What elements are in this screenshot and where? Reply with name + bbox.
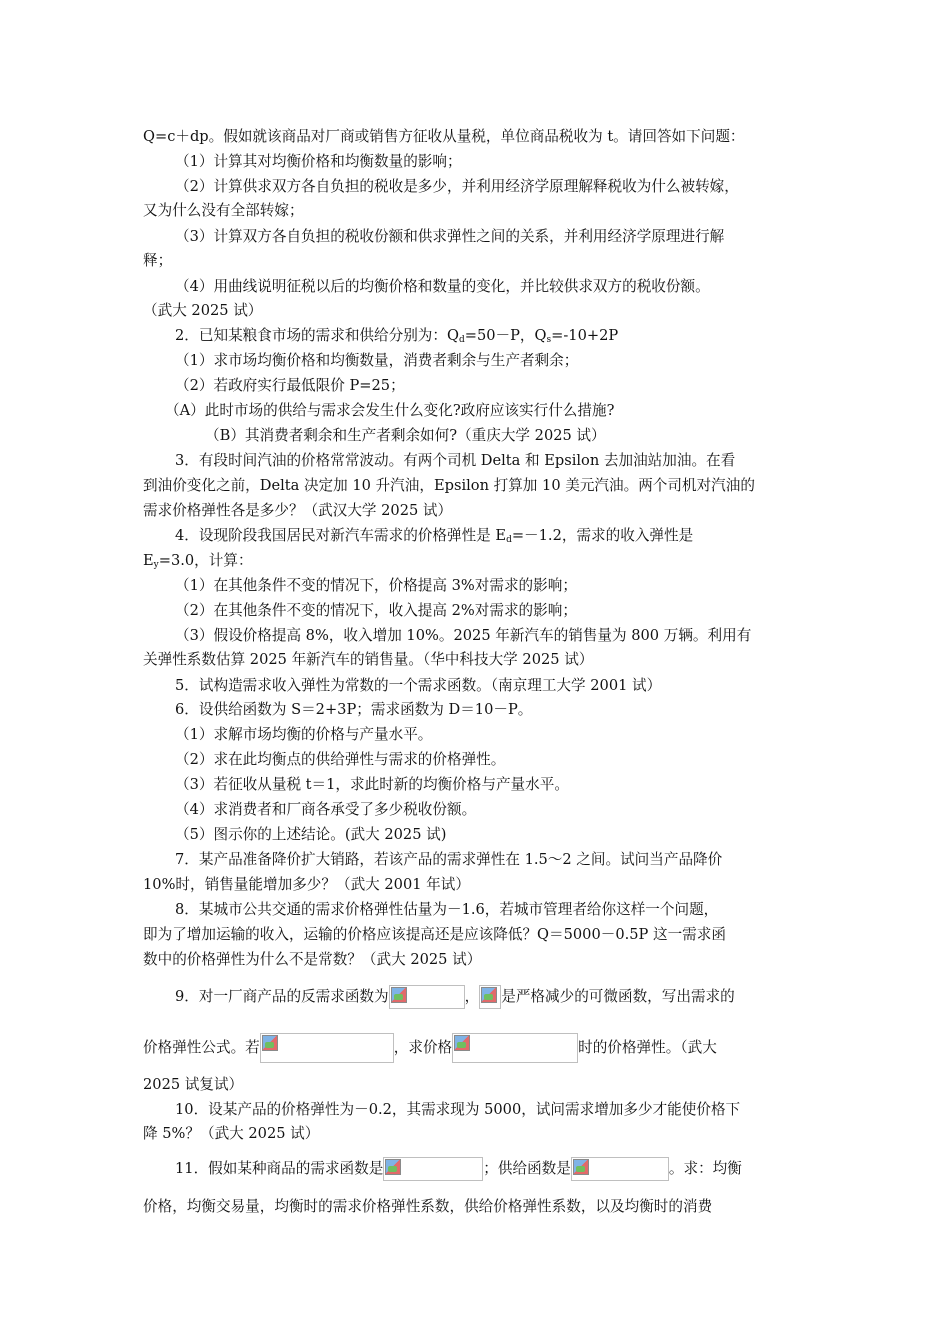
question-2-line [175,326,618,350]
text-line: （2）若政府实行最低限价 P=25； [175,377,405,394]
text-fragment: ；供给函数是 [483,1160,571,1177]
question-11-line [175,1157,742,1181]
question-4-line [175,526,693,550]
text-fragment: =3.0，计算： [158,552,253,569]
text-line: 需求价格弹性各是多少？（武汉大学 2025 试） [143,502,453,519]
text-line: （1）求市场均衡价格和均衡数量，消费者剩余与生产者剩余； [175,352,579,369]
broken-image-icon [391,987,407,1003]
text-fragment: 价格弹性公式。若 [143,1039,260,1056]
text-fragment: =-10+2P [551,327,619,344]
text-line [143,551,253,575]
text-line: 5．试构造需求收入弹性为常数的一个需求函数。（南京理工大学 2001 试） [175,677,662,694]
text-line: Q=c＋dp。假如就该商品对厂商或销售方征收从量税，单位商品税收为 t。请回答如下问题： [143,128,745,145]
broken-image-icon [454,1035,470,1051]
text-fragment: 是严格减少的可微函数，写出需求的 [501,988,735,1005]
text-line: 2025 试复试） [143,1076,244,1093]
text-line: （1）求解市场均衡的价格与产量水平。 [175,726,433,743]
text-line: （B）其消费者剩余和生产者剩余如何?（重庆大学 2025 试） [205,427,606,444]
text-line: 3．有段时间汽油的价格常常波动。有两个司机 Delta 和 Epsilon 去加油站加油。在看 [175,452,736,469]
text-line: （4）用曲线说明征税以后的均衡价格和数量的变化，并比较供求双方的税收份额。 [175,278,710,295]
text-fragment: E [143,552,154,569]
text-line: （3）假设价格提高 8%，收入增加 10%。2025 年新汽车的销售量为 800 万辆。利用有 [175,627,752,644]
text-fragment: 2．已知某粮食市场的需求和供给分别为：Q [175,327,459,344]
text-fragment: ，求价格 [393,1039,453,1056]
text-line: 到油价变化之前，Delta 决定加 10 升汽油，Epsilon 打算加 10 美元汽油。两个司机对汽油的 [143,477,755,494]
text-line: （武大 2025 试） [143,302,263,319]
broken-formula-image [479,985,501,1009]
text-line: （2）求在此均衡点的供给弹性与需求的价格弹性。 [175,751,506,768]
subscript: y [153,560,159,570]
text-line: （2）计算供求双方各自负担的税收是多少，并利用经济学原理解释税收为什么被转嫁， [175,178,739,195]
text-line: 7．某产品准备降价扩大销路，若该产品的需求弹性在 1.5～2 之间。试问当产品降价 [175,851,723,868]
subscript: d [458,335,465,345]
text-line: （3）计算双方各自负担的税收份额和供求弹性之间的关系，并利用经济学原理进行解 [175,228,725,245]
text-line: （3）若征收从量税 t＝1，求此时新的均衡价格与产量水平。 [175,776,569,793]
text-fragment: 4．设现阶段我国居民对新汽车需求的价格弹性是 E [175,527,507,544]
broken-formula-image [571,1157,669,1181]
question-9-line [175,985,735,1009]
broken-formula-image [383,1157,483,1181]
text-line: （2）在其他条件不变的情况下，收入提高 2%对需求的影响； [175,602,577,619]
broken-image-icon [481,987,497,1003]
text-line: 价格，均衡交易量，均衡时的需求价格弹性系数，供给价格弹性系数，以及均衡时的消费 [143,1198,713,1215]
text-line: 即为了增加运输的收入，运输的价格应该提高还是应该降低？Q＝5000－0.5P 这一需求函 [143,926,726,943]
broken-image-icon [262,1035,278,1051]
text-line: （A）此时市场的供给与需求会发生什么变化?政府应该实行什么措施? [165,402,615,419]
text-fragment: 11．假如某种商品的需求函数是 [175,1160,384,1177]
broken-image-icon [573,1159,589,1175]
text-fragment: =50－P，Q [464,327,547,344]
text-line: 6．设供给函数为 S＝2+3P；需求函数为 D＝10－P。 [175,701,533,718]
text-fragment: 时的价格弹性。（武大 [578,1039,717,1056]
text-line: （1）在其他条件不变的情况下，价格提高 3%对需求的影响； [175,577,577,594]
text-line: 数中的价格弹性为什么不是常数？（武大 2025 试） [143,951,482,968]
broken-image-icon [385,1159,401,1175]
text-line: （1）计算其对均衡价格和均衡数量的影响； [175,153,462,170]
subscript: s [546,335,552,345]
text-line: 降 5%？（武大 2025 试） [143,1125,320,1142]
text-line: 10%时，销售量能增加多少？（武大 2001 年试） [143,876,470,893]
subscript: d [506,535,512,545]
broken-formula-image [260,1033,394,1063]
text-fragment: 9．对一厂商产品的反需求函数为 [175,988,389,1005]
broken-formula-image [452,1033,578,1063]
broken-formula-image [389,985,465,1009]
text-line: （4）求消费者和厂商各承受了多少税收份额。 [175,801,477,818]
text-fragment: 。求：均衡 [668,1160,742,1177]
text-fragment: =－1.2，需求的收入弹性是 [511,527,694,544]
text-fragment: ， [464,988,480,1005]
text-line: 10．设某产品的价格弹性为－0.2，其需求现为 5000，试问需求增加多少才能使价格下 [175,1101,741,1118]
text-line [143,1033,717,1063]
text-line: 关弹性系数估算 2025 年新汽车的销售量。（华中科技大学 2025 试） [143,651,594,668]
text-line: 释； [143,252,173,269]
text-line: 又为什么没有全部转嫁； [143,202,304,219]
text-line: 8．某城市公共交通的需求价格弹性估量为－1.6，若城市管理者给你这样一个问题， [175,901,719,918]
text-line: （5）图示你的上述结论。(武大 2025 试) [175,826,447,843]
